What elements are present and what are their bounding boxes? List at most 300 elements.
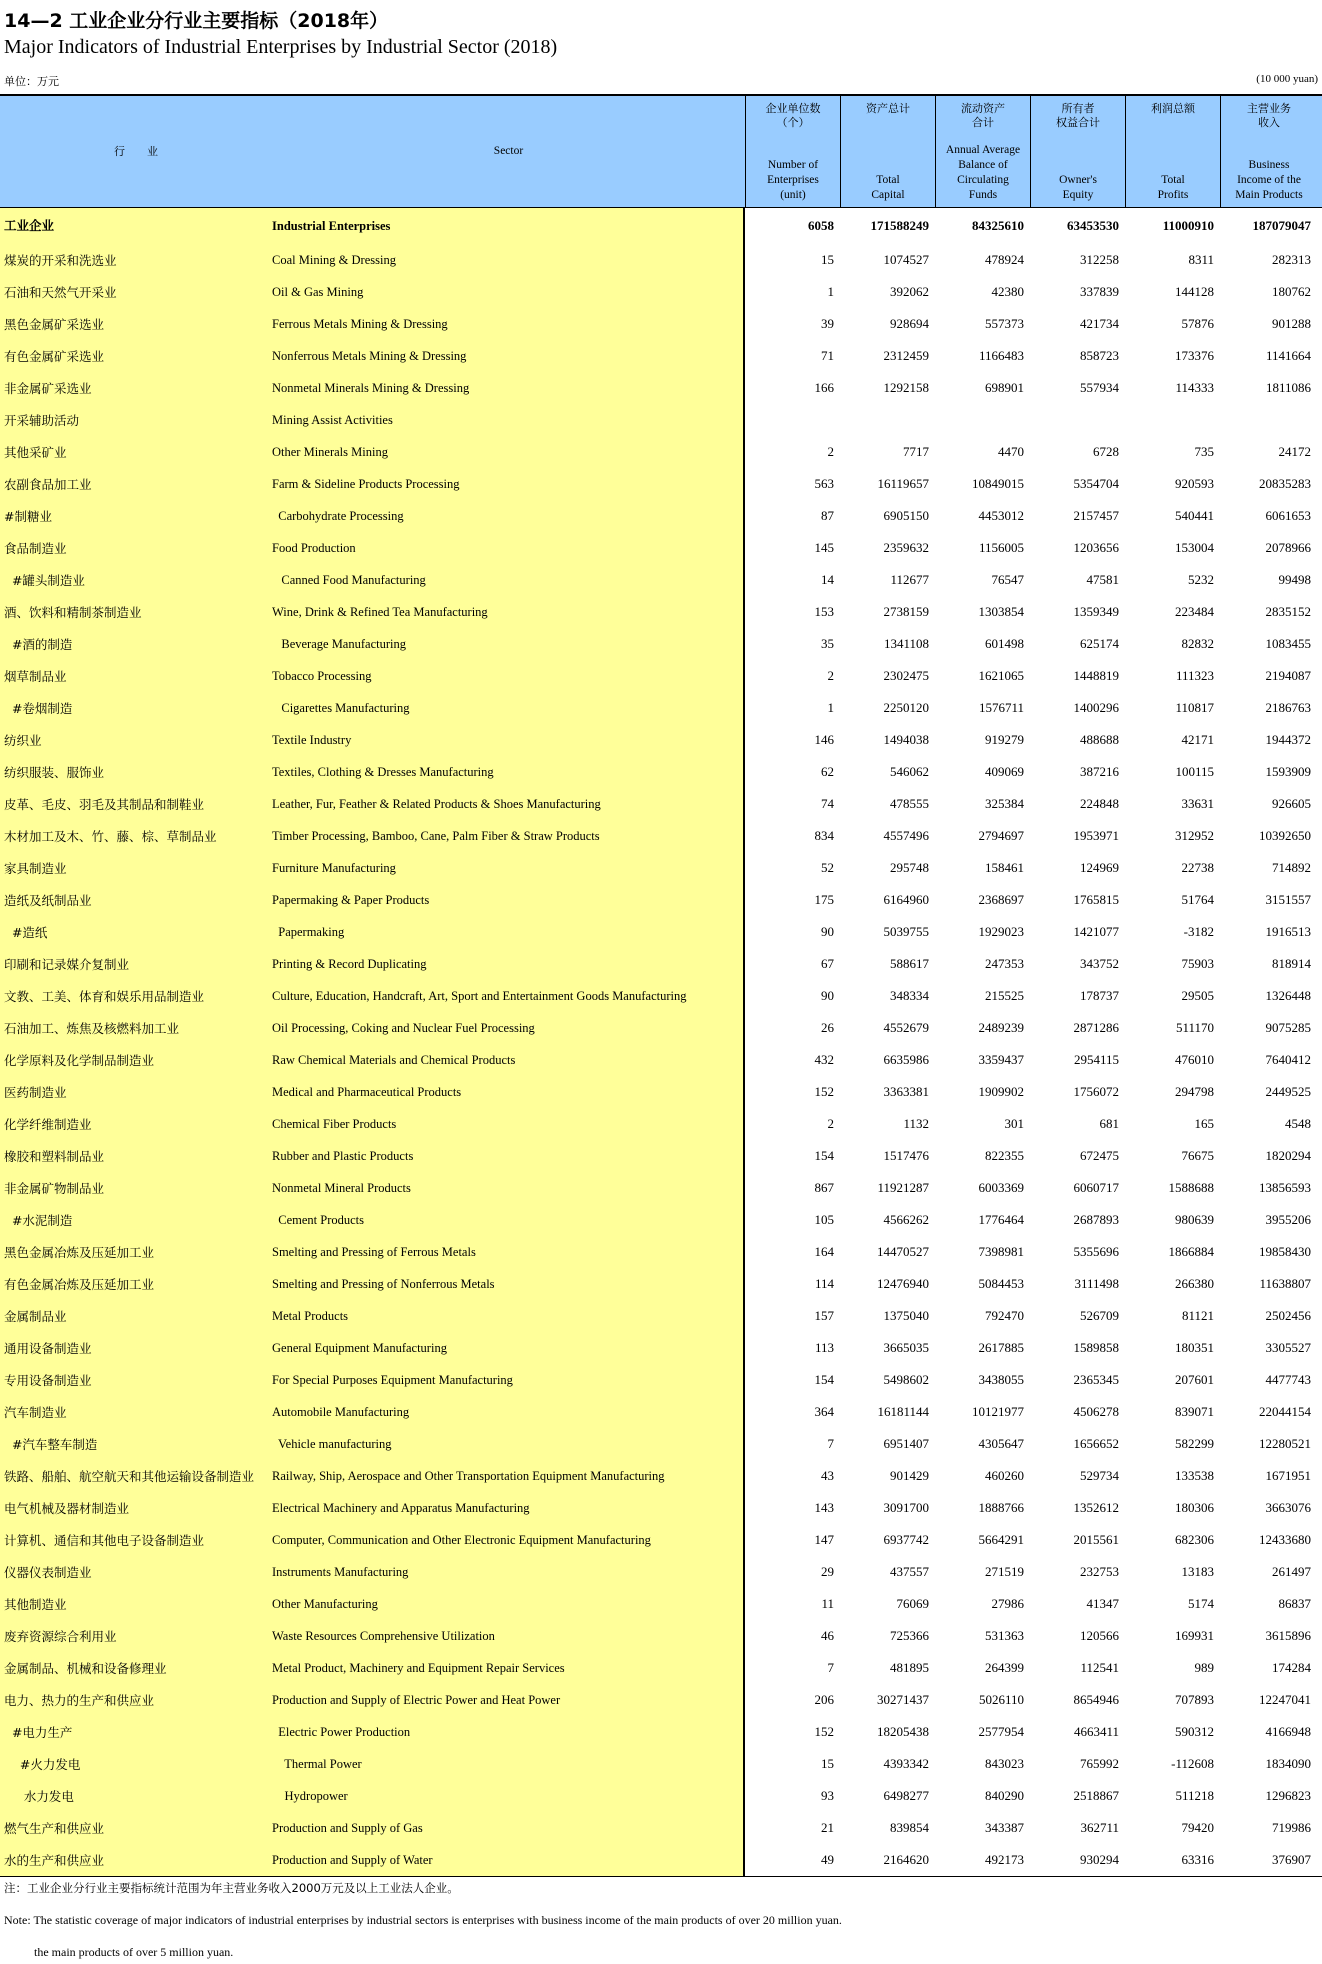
sector-name-en: Raw Chemical Materials and Chemical Products xyxy=(272,1044,745,1076)
sector-name-cn: #水泥制造 xyxy=(0,1204,272,1236)
cell-total-profits: 312952 xyxy=(1175,828,1214,843)
cell-enterprises: 153 xyxy=(814,604,834,619)
table-row xyxy=(0,948,1322,980)
cell-total-capital: 2738159 xyxy=(883,604,929,619)
cell-enterprises: 432 xyxy=(814,1052,834,1067)
cell-enterprises: 145 xyxy=(814,540,834,555)
footnote-cn: 注：工业企业分行业主要指标统计范围为年主营业务收入2000万元及以上工业法人企业。 xyxy=(4,1881,459,1895)
cell-total-capital: 392062 xyxy=(890,284,929,299)
cell-circulating-funds: 792470 xyxy=(985,1308,1024,1323)
cell-enterprises: 867 xyxy=(814,1180,834,1195)
sector-name-cn: 造纸及纸制品业 xyxy=(0,884,272,916)
cell-total-capital: 1375040 xyxy=(883,1308,929,1323)
cell-circulating-funds: 843023 xyxy=(985,1756,1024,1771)
sector-name-cn: 铁路、船舶、航空航天和其他运输设备制造业 xyxy=(0,1460,272,1492)
cell-circulating-funds: 2489239 xyxy=(978,1020,1024,1035)
cell-total-profits: 511218 xyxy=(1175,1788,1214,1803)
cell-owners-equity: 41347 xyxy=(1086,1596,1119,1611)
cell-enterprises: 166 xyxy=(814,380,834,395)
cell-total-capital: 928694 xyxy=(890,316,929,331)
cell-enterprises: 152 xyxy=(814,1724,834,1739)
cell-circulating-funds: 557373 xyxy=(985,316,1024,331)
cell-enterprises: 87 xyxy=(821,508,834,523)
cell-enterprises xyxy=(745,404,840,436)
sector-name-en: Other Minerals Mining xyxy=(272,436,745,468)
cell-owners-equity: 526709 xyxy=(1080,1308,1119,1323)
sector-name-en: Smelting and Pressing of Nonferrous Metals xyxy=(272,1268,745,1300)
cell-owners-equity: 1203656 xyxy=(1073,540,1119,555)
cell-total-capital: 16119657 xyxy=(877,476,929,491)
sector-name-cn: 非金属矿采选业 xyxy=(0,372,272,404)
sector-name-en: Medical and Pharmaceutical Products xyxy=(272,1076,745,1108)
table-body xyxy=(0,208,1322,1877)
cell-circulating-funds: 84325610 xyxy=(972,218,1024,233)
sector-name-en: Electrical Machinery and Apparatus Manufacturing xyxy=(272,1492,745,1524)
cell-total-profits: -3182 xyxy=(1183,924,1214,939)
cell-total-capital: 5039755 xyxy=(883,924,929,939)
table-row xyxy=(0,916,1322,948)
cell-total-capital: 478555 xyxy=(890,796,929,811)
cell-enterprises: 2 xyxy=(827,1116,834,1131)
cell-main-income: 4548 xyxy=(1285,1116,1311,1131)
cell-circulating-funds: 531363 xyxy=(985,1628,1024,1643)
sector-name-cn: 其他制造业 xyxy=(0,1588,272,1620)
cell-total-profits: 57876 xyxy=(1181,316,1214,331)
cell-enterprises: 46 xyxy=(821,1628,834,1643)
cell-main-income: 2078966 xyxy=(1265,540,1311,555)
table-row xyxy=(0,1556,1322,1588)
header-owners-equity-en: Owner's Equity xyxy=(1059,174,1097,201)
cell-circulating-funds: 301 xyxy=(1004,1116,1024,1131)
cell-owners-equity: 1589858 xyxy=(1073,1340,1119,1355)
cell-main-income: 4477743 xyxy=(1265,1372,1311,1387)
cell-circulating-funds: 5026110 xyxy=(978,1692,1024,1707)
cell-total-capital: 437557 xyxy=(890,1564,929,1579)
table-row xyxy=(0,340,1322,372)
cell-owners-equity: 672475 xyxy=(1080,1148,1119,1163)
cell-enterprises: 114 xyxy=(814,1276,834,1291)
cell-owners-equity: 858723 xyxy=(1080,348,1119,363)
sector-name-en: Textiles, Clothing & Dresses Manufacturing xyxy=(272,756,745,788)
cell-enterprises: 152 xyxy=(814,1084,834,1099)
sector-name-cn: 电气机械及器材制造业 xyxy=(0,1492,272,1524)
sector-name-cn: 有色金属矿采选业 xyxy=(0,340,272,372)
sector-name-cn: 纺织服装、服饰业 xyxy=(0,756,272,788)
cell-main-income: 12280521 xyxy=(1259,1436,1311,1451)
header-sector-cn-label: 行 业 xyxy=(114,144,158,158)
cell-enterprises: 93 xyxy=(821,1788,834,1803)
sector-name-en: Chemical Fiber Products xyxy=(272,1108,745,1140)
sector-name-en: General Equipment Manufacturing xyxy=(272,1332,745,1364)
sector-name-cn: 废弃资源综合利用业 xyxy=(0,1620,272,1652)
cell-total-profits: -112608 xyxy=(1171,1756,1214,1771)
cell-total-profits: 153004 xyxy=(1175,540,1214,555)
cell-circulating-funds: 1621065 xyxy=(978,668,1024,683)
header-circulating-funds-en: Annual Average Balance of Circulating Funds xyxy=(945,144,1021,201)
cell-owners-equity: 1656652 xyxy=(1073,1436,1119,1451)
table-row xyxy=(0,852,1322,884)
table-row xyxy=(0,372,1322,404)
cell-circulating-funds: 4470 xyxy=(998,444,1024,459)
sector-name-en: Vehicle manufacturing xyxy=(272,1428,745,1460)
header-owners-equity xyxy=(1030,96,1125,207)
cell-total-profits: 8311 xyxy=(1188,252,1214,267)
cell-enterprises: 90 xyxy=(821,988,834,1003)
cell-enterprises: 7 xyxy=(827,1660,834,1675)
cell-enterprises: 67 xyxy=(821,956,834,971)
cell-total-profits: 839071 xyxy=(1175,1404,1214,1419)
cell-circulating-funds: 840290 xyxy=(985,1788,1024,1803)
sector-name-cn: 文教、工美、体育和娱乐用品制造业 xyxy=(0,980,272,1012)
cell-enterprises: 15 xyxy=(821,1756,834,1771)
cell-circulating-funds: 1303854 xyxy=(978,604,1024,619)
cell-main-income: 1916513 xyxy=(1265,924,1311,939)
cell-total-capital: 6635986 xyxy=(883,1052,929,1067)
cell-main-income: 174284 xyxy=(1272,1660,1311,1675)
cell-total-profits: 1866884 xyxy=(1168,1244,1214,1259)
header-total-capital-cn: 资产总计 xyxy=(866,102,910,115)
cell-total-profits: 33631 xyxy=(1181,796,1214,811)
cell-enterprises: 21 xyxy=(821,1820,834,1835)
cell-enterprises: 11 xyxy=(821,1596,834,1611)
sector-name-cn: 橡胶和塑料制品业 xyxy=(0,1140,272,1172)
cell-main-income: 12247041 xyxy=(1259,1692,1311,1707)
cell-main-income: 20835283 xyxy=(1259,476,1311,491)
table-row xyxy=(0,1364,1322,1396)
cell-main-income: 1326448 xyxy=(1265,988,1311,1003)
sector-name-en: Food Production xyxy=(272,532,745,564)
sector-name-en: Textile Industry xyxy=(272,724,745,756)
table-header xyxy=(0,94,1322,208)
cell-total-profits: 5174 xyxy=(1188,1596,1214,1611)
cell-owners-equity: 337839 xyxy=(1080,284,1119,299)
cell-enterprises: 6058 xyxy=(808,218,834,233)
cell-circulating-funds: 158461 xyxy=(985,860,1024,875)
table-row xyxy=(0,1492,1322,1524)
sector-name-cn: 开采辅助活动 xyxy=(0,404,272,436)
cell-circulating-funds: 1888766 xyxy=(978,1500,1024,1515)
sector-name-cn: #卷烟制造 xyxy=(0,692,272,724)
sector-name-en: Cement Products xyxy=(272,1204,745,1236)
cell-main-income: 1083455 xyxy=(1265,636,1311,651)
cell-total-capital: 348334 xyxy=(890,988,929,1003)
cell-owners-equity: 343752 xyxy=(1080,956,1119,971)
cell-total-capital: 16181144 xyxy=(877,1404,929,1419)
cell-owners-equity: 1359349 xyxy=(1073,604,1119,619)
cell-main-income: 714892 xyxy=(1272,860,1311,875)
cell-total-capital: 12476940 xyxy=(877,1276,929,1291)
cell-circulating-funds: 5084453 xyxy=(978,1276,1024,1291)
cell-circulating-funds: 2794697 xyxy=(978,828,1024,843)
sector-name-cn: 专用设备制造业 xyxy=(0,1364,272,1396)
sector-name-cn: 食品制造业 xyxy=(0,532,272,564)
cell-owners-equity: 1765815 xyxy=(1073,892,1119,907)
cell-total-capital: 588617 xyxy=(890,956,929,971)
cell-total-capital: 6905150 xyxy=(883,508,929,523)
cell-main-income: 1296823 xyxy=(1265,1788,1311,1803)
sector-name-en: Nonferrous Metals Mining & Dressing xyxy=(272,340,745,372)
cell-circulating-funds: 1776464 xyxy=(978,1212,1024,1227)
cell-total-capital: 6951407 xyxy=(883,1436,929,1451)
table-row xyxy=(0,1012,1322,1044)
cell-enterprises: 206 xyxy=(814,1692,834,1707)
sector-name-cn: #电力生产 xyxy=(0,1716,272,1748)
cell-main-income: 7640412 xyxy=(1265,1052,1311,1067)
cell-total-capital: 1517476 xyxy=(883,1148,929,1163)
cell-main-income: 10392650 xyxy=(1259,828,1311,843)
sector-name-cn: 金属制品、机械和设备修理业 xyxy=(0,1652,272,1684)
table-row xyxy=(0,884,1322,916)
cell-enterprises: 7 xyxy=(827,1436,834,1451)
cell-total-profits: 180306 xyxy=(1175,1500,1214,1515)
cell-enterprises: 15 xyxy=(821,252,834,267)
sector-name-cn: 其他采矿业 xyxy=(0,436,272,468)
cell-owners-equity: 529734 xyxy=(1080,1468,1119,1483)
cell-circulating-funds: 1576711 xyxy=(978,700,1024,715)
cell-total-profits: 266380 xyxy=(1175,1276,1214,1291)
cell-enterprises: 143 xyxy=(814,1500,834,1515)
cell-total-capital: 18205438 xyxy=(877,1724,929,1739)
sector-name-en: Canned Food Manufacturing xyxy=(272,564,745,596)
cell-owners-equity: 5354704 xyxy=(1073,476,1119,491)
cell-total-profits: 590312 xyxy=(1175,1724,1214,1739)
cell-main-income: 1141664 xyxy=(1265,348,1311,363)
cell-owners-equity: 557934 xyxy=(1080,380,1119,395)
cell-circulating-funds: 247353 xyxy=(985,956,1024,971)
cell-enterprises: 154 xyxy=(814,1372,834,1387)
header-total-capital xyxy=(840,96,935,207)
table-row xyxy=(0,1588,1322,1620)
sector-name-cn: 医药制造业 xyxy=(0,1076,272,1108)
cell-owners-equity: 488688 xyxy=(1080,732,1119,747)
header-total-capital-en: Total Capital xyxy=(871,174,905,201)
cell-enterprises: 113 xyxy=(814,1340,834,1355)
cell-total-profits: 63316 xyxy=(1181,1852,1214,1867)
cell-main-income: 3305527 xyxy=(1265,1340,1311,1355)
cell-enterprises: 35 xyxy=(821,636,834,651)
sector-name-en: Production and Supply of Gas xyxy=(272,1812,745,1844)
cell-owners-equity: 4663411 xyxy=(1073,1724,1119,1739)
cell-main-income: 2835152 xyxy=(1265,604,1311,619)
cell-main-income: 2186763 xyxy=(1265,700,1311,715)
cell-owners-equity: 2687893 xyxy=(1073,1212,1119,1227)
table-row xyxy=(0,1108,1322,1140)
sector-name-cn: 烟草制品业 xyxy=(0,660,272,692)
cell-main-income: 6061653 xyxy=(1265,508,1311,523)
cell-total-capital: 7717 xyxy=(903,444,929,459)
cell-enterprises: 90 xyxy=(821,924,834,939)
table-row xyxy=(0,1300,1322,1332)
sector-name-en: Railway, Ship, Aerospace and Other Transportation Equipment Manufacturing xyxy=(272,1460,745,1492)
cell-circulating-funds: 919279 xyxy=(985,732,1024,747)
sector-name-cn: 仪器仪表制造业 xyxy=(0,1556,272,1588)
cell-circulating-funds: 3438055 xyxy=(978,1372,1024,1387)
cell-total-profits: 682306 xyxy=(1175,1532,1214,1547)
cell-total-profits: 582299 xyxy=(1175,1436,1214,1451)
sector-name-cn: 黑色金属矿采选业 xyxy=(0,308,272,340)
cell-owners-equity: 1953971 xyxy=(1073,828,1119,843)
table-row xyxy=(0,788,1322,820)
cell-total-capital: 3363381 xyxy=(883,1084,929,1099)
cell-enterprises: 43 xyxy=(821,1468,834,1483)
sector-name-en: Papermaking & Paper Products xyxy=(272,884,745,916)
sector-name-cn: 酒、饮料和精制茶制造业 xyxy=(0,596,272,628)
sector-name-cn: 工业企业 xyxy=(0,208,272,244)
cell-enterprises: 147 xyxy=(814,1532,834,1547)
cell-total-profits: 76675 xyxy=(1181,1148,1214,1163)
sector-name-en: Hydropower xyxy=(272,1780,745,1812)
cell-total-capital: 725366 xyxy=(890,1628,929,1643)
sector-name-en: Printing & Record Duplicating xyxy=(272,948,745,980)
header-sector-en-label: Sector xyxy=(493,145,524,157)
cell-enterprises: 26 xyxy=(821,1020,834,1035)
table-row xyxy=(0,692,1322,724)
cell-main-income: 1671951 xyxy=(1265,1468,1311,1483)
sector-name-cn: 化学纤维制造业 xyxy=(0,1108,272,1140)
cell-main-income: 180762 xyxy=(1272,284,1311,299)
cell-circulating-funds: 3359437 xyxy=(978,1052,1024,1067)
cell-owners-equity: 362711 xyxy=(1080,1820,1119,1835)
cell-enterprises: 71 xyxy=(821,348,834,363)
cell-total-capital: 76069 xyxy=(896,1596,929,1611)
cell-total-profits: 1588688 xyxy=(1168,1180,1214,1195)
cell-owners-equity: 8654946 xyxy=(1073,1692,1119,1707)
cell-circulating-funds: 76547 xyxy=(991,572,1024,587)
cell-enterprises: 39 xyxy=(821,316,834,331)
sector-name-en: Oil & Gas Mining xyxy=(272,276,745,308)
cell-circulating-funds: 343387 xyxy=(985,1820,1024,1835)
cell-total-capital: 2312459 xyxy=(883,348,929,363)
cell-total-profits: 81121 xyxy=(1181,1308,1214,1323)
cell-enterprises: 175 xyxy=(814,892,834,907)
table-row xyxy=(0,1396,1322,1428)
cell-enterprises: 2 xyxy=(827,668,834,683)
cell-circulating-funds: 10849015 xyxy=(972,476,1024,491)
cell-owners-equity: 178737 xyxy=(1080,988,1119,1003)
sector-name-cn: #罐头制造业 xyxy=(0,564,272,596)
header-main-income-cn: 主营业务 收入 xyxy=(1247,102,1291,129)
cell-enterprises: 1 xyxy=(827,700,834,715)
sector-name-en: Industrial Enterprises xyxy=(272,208,745,244)
sector-name-en: Production and Supply of Electric Power and Heat Power xyxy=(272,1684,745,1716)
sector-name-en: For Special Purposes Equipment Manufacturing xyxy=(272,1364,745,1396)
cell-total-capital: 5498602 xyxy=(883,1372,929,1387)
table-row xyxy=(0,1780,1322,1812)
cell-enterprises: 62 xyxy=(821,764,834,779)
cell-total-profits: 180351 xyxy=(1175,1340,1214,1355)
table-row xyxy=(0,436,1322,468)
cell-total-capital xyxy=(840,404,935,436)
table-row xyxy=(0,596,1322,628)
cell-total-capital: 839854 xyxy=(890,1820,929,1835)
sector-name-cn: 煤炭的开采和洗选业 xyxy=(0,244,272,276)
cell-main-income: 86837 xyxy=(1278,1596,1311,1611)
cell-total-profits: 82832 xyxy=(1181,636,1214,651)
cell-circulating-funds: 1929023 xyxy=(978,924,1024,939)
cell-total-profits: 476010 xyxy=(1175,1052,1214,1067)
cell-owners-equity: 2015561 xyxy=(1073,1532,1119,1547)
cell-owners-equity: 421734 xyxy=(1080,316,1119,331)
cell-owners-equity: 2871286 xyxy=(1073,1020,1119,1035)
sector-name-cn: 农副食品加工业 xyxy=(0,468,272,500)
sector-name-en: Carbohydrate Processing xyxy=(272,500,745,532)
cell-total-profits xyxy=(1125,404,1220,436)
sector-name-cn: 家具制造业 xyxy=(0,852,272,884)
sector-name-cn: 通用设备制造业 xyxy=(0,1332,272,1364)
cell-total-profits: 100115 xyxy=(1175,764,1214,779)
table-row xyxy=(0,1684,1322,1716)
sector-name-cn: 非金属矿物制品业 xyxy=(0,1172,272,1204)
cell-owners-equity: 765992 xyxy=(1080,1756,1119,1771)
table-row xyxy=(0,1748,1322,1780)
table-title-en: Major Indicators of Industrial Enterprises by Industrial Sector (2018) xyxy=(4,36,558,58)
cell-circulating-funds: 27986 xyxy=(991,1596,1024,1611)
header-enterprises-cn: 企业单位数 （个） xyxy=(765,102,821,129)
sector-name-cn: 化学原料及化学制品制造业 xyxy=(0,1044,272,1076)
cell-owners-equity xyxy=(1030,404,1125,436)
cell-enterprises: 14 xyxy=(821,572,834,587)
cell-total-capital: 4393342 xyxy=(883,1756,929,1771)
table-row xyxy=(0,1524,1322,1556)
header-circulating-funds-cn: 流动资产 合计 xyxy=(961,102,1005,129)
cell-enterprises: 2 xyxy=(827,444,834,459)
table-row xyxy=(0,276,1322,308)
cell-circulating-funds: 4305647 xyxy=(978,1436,1024,1451)
table-row xyxy=(0,1268,1322,1300)
cell-circulating-funds: 822355 xyxy=(985,1148,1024,1163)
sector-name-en: Production and Supply of Water xyxy=(272,1844,745,1876)
cell-total-profits: 735 xyxy=(1194,444,1214,459)
cell-total-capital: 2359632 xyxy=(883,540,929,555)
cell-total-profits: 294798 xyxy=(1175,1084,1214,1099)
cell-circulating-funds: 1156005 xyxy=(978,540,1024,555)
cell-total-profits: 540441 xyxy=(1175,508,1214,523)
table-row xyxy=(0,1620,1322,1652)
cell-owners-equity: 4506278 xyxy=(1073,1404,1119,1419)
sector-name-en: Wine, Drink & Refined Tea Manufacturing xyxy=(272,596,745,628)
sector-name-cn: #火力发电 xyxy=(0,1748,272,1780)
footnote-en-continued: the main products of over 5 million yuan. xyxy=(34,1945,234,1959)
cell-circulating-funds xyxy=(935,404,1030,436)
cell-total-profits: 42171 xyxy=(1181,732,1214,747)
table-row xyxy=(0,564,1322,596)
cell-total-profits: 511170 xyxy=(1175,1020,1214,1035)
cell-total-profits: 223484 xyxy=(1175,604,1214,619)
sector-name-cn: 汽车制造业 xyxy=(0,1396,272,1428)
cell-enterprises: 105 xyxy=(814,1212,834,1227)
cell-owners-equity: 2365345 xyxy=(1073,1372,1119,1387)
cell-total-profits: 111323 xyxy=(1175,668,1214,683)
cell-total-capital: 901429 xyxy=(890,1468,929,1483)
cell-main-income: 926605 xyxy=(1272,796,1311,811)
cell-owners-equity: 63453530 xyxy=(1067,218,1119,233)
cell-main-income: 818914 xyxy=(1272,956,1311,971)
indicators-table xyxy=(0,94,1322,1877)
table-row xyxy=(0,1140,1322,1172)
sector-name-cn: 计算机、通信和其他电子设备制造业 xyxy=(0,1524,272,1556)
cell-enterprises: 834 xyxy=(814,828,834,843)
sector-name-en: Ferrous Metals Mining & Dressing xyxy=(272,308,745,340)
cell-owners-equity: 1756072 xyxy=(1073,1084,1119,1099)
table-row xyxy=(0,1844,1322,1877)
cell-main-income: 1820294 xyxy=(1265,1148,1311,1163)
table-row xyxy=(0,500,1322,532)
cell-owners-equity: 1448819 xyxy=(1073,668,1119,683)
cell-enterprises: 563 xyxy=(814,476,834,491)
cell-enterprises: 364 xyxy=(814,1404,834,1419)
sector-name-en: Other Manufacturing xyxy=(272,1588,745,1620)
cell-main-income: 3663076 xyxy=(1265,1500,1311,1515)
